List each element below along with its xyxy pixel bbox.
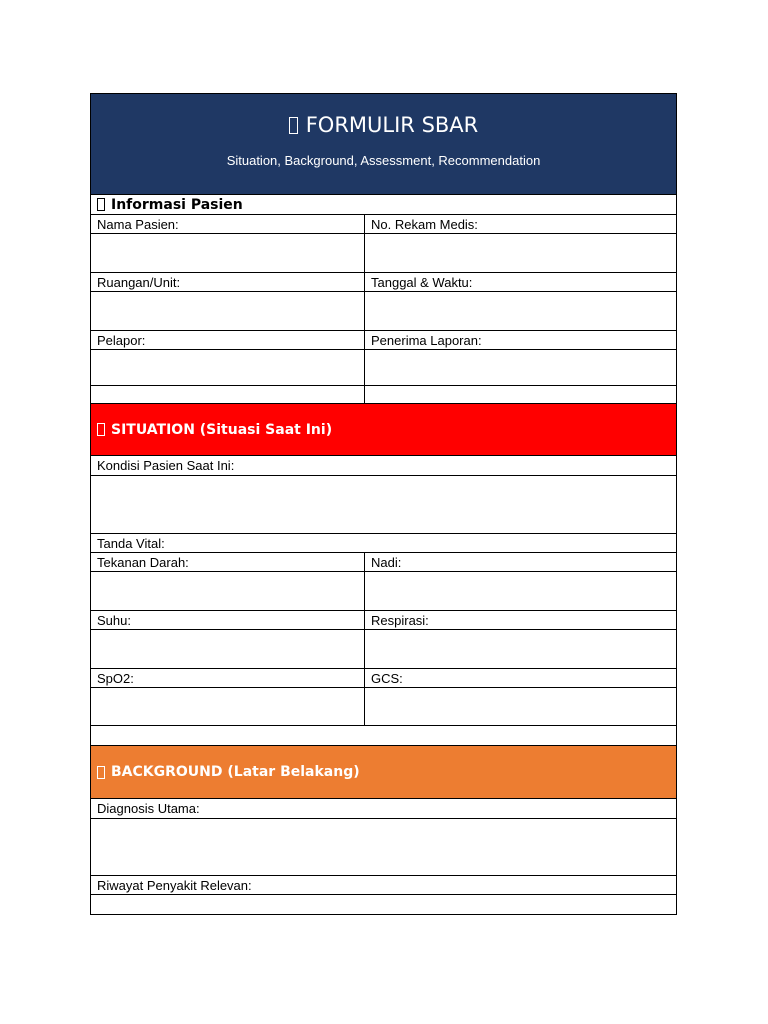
spacer-cell (365, 386, 676, 403)
label-row (91, 331, 676, 350)
diagnosis-utama-field[interactable] (91, 819, 676, 875)
situation-heading-text: SITUATION (Situasi Saat Ini) (111, 421, 333, 438)
tekanan-darah-label: Tekanan Darah: (91, 553, 365, 571)
no-rekam-medis-field[interactable] (365, 234, 676, 272)
label-row (91, 876, 676, 895)
background-heading (91, 746, 676, 799)
tekanan-darah-field[interactable] (91, 572, 365, 610)
input-row (91, 895, 676, 914)
input-row (91, 819, 676, 876)
nadi-label: Nadi: (371, 555, 402, 570)
spacer-cell (91, 386, 365, 403)
label-row (91, 669, 676, 688)
riwayat-label: Riwayat Penyakit Relevan: (97, 878, 252, 893)
spo2-label: SpO2: (91, 669, 365, 687)
spacer-cell (91, 726, 676, 745)
ruangan-unit-label: Ruangan/Unit: (91, 273, 365, 291)
label-row (91, 215, 676, 234)
sbar-form (90, 93, 677, 915)
input-row (91, 292, 676, 331)
label-row (91, 273, 676, 292)
form-header (91, 94, 676, 195)
form-subtitle: Situation, Background, Assessment, Recommendation (226, 153, 541, 168)
penerima-laporan-label: Penerima Laporan: (371, 333, 482, 348)
diagnosis-utama-label: Diagnosis Utama: (97, 801, 200, 816)
input-row (91, 572, 676, 611)
riwayat-field[interactable] (91, 895, 676, 914)
form-title-line (91, 94, 676, 138)
gcs-label: GCS: (371, 671, 403, 686)
tanggal-waktu-field[interactable] (365, 292, 676, 330)
clipboard-icon (289, 117, 298, 134)
no-rekam-medis-label: No. Rekam Medis: (371, 217, 478, 232)
nama-pasien-field[interactable] (91, 234, 365, 272)
respirasi-field[interactable] (365, 630, 676, 668)
suhu-label: Suhu: (91, 611, 365, 629)
input-row (91, 350, 676, 386)
pelapor-field[interactable] (91, 350, 365, 385)
tanda-vital-label: Tanda Vital: (97, 536, 165, 551)
form-title: FORMULIR SBAR (305, 113, 479, 137)
spo2-field[interactable] (91, 688, 365, 725)
suhu-field[interactable] (91, 630, 365, 668)
spacer-row (91, 726, 676, 746)
patient-info-heading (91, 195, 249, 214)
label-row (91, 456, 676, 476)
input-row (91, 234, 676, 273)
background-heading-text: BACKGROUND (Latar Belakang) (111, 764, 360, 780)
input-row (91, 630, 676, 669)
kondisi-label: Kondisi Pasien Saat Ini: (97, 458, 235, 473)
ruangan-unit-field[interactable] (91, 292, 365, 330)
alert-icon (97, 423, 105, 436)
label-row (91, 799, 676, 819)
tanggal-waktu-label: Tanggal & Waktu: (371, 275, 473, 290)
label-row (91, 611, 676, 630)
patient-info-heading-row (91, 195, 676, 215)
gcs-field[interactable] (365, 688, 676, 725)
respirasi-label: Respirasi: (371, 613, 429, 628)
input-row (91, 688, 676, 726)
history-icon (97, 766, 105, 779)
pelapor-label: Pelapor: (91, 331, 365, 349)
spacer-row (91, 386, 676, 404)
patient-icon (97, 198, 105, 211)
nadi-field[interactable] (365, 572, 676, 610)
patient-info-heading-text: Informasi Pasien (111, 196, 243, 213)
input-row (91, 476, 676, 534)
penerima-laporan-field[interactable] (365, 350, 676, 385)
kondisi-field[interactable] (91, 476, 676, 533)
situation-heading (91, 404, 676, 456)
nama-pasien-label: Nama Pasien: (91, 215, 365, 233)
label-row (91, 553, 676, 572)
label-row (91, 534, 676, 553)
